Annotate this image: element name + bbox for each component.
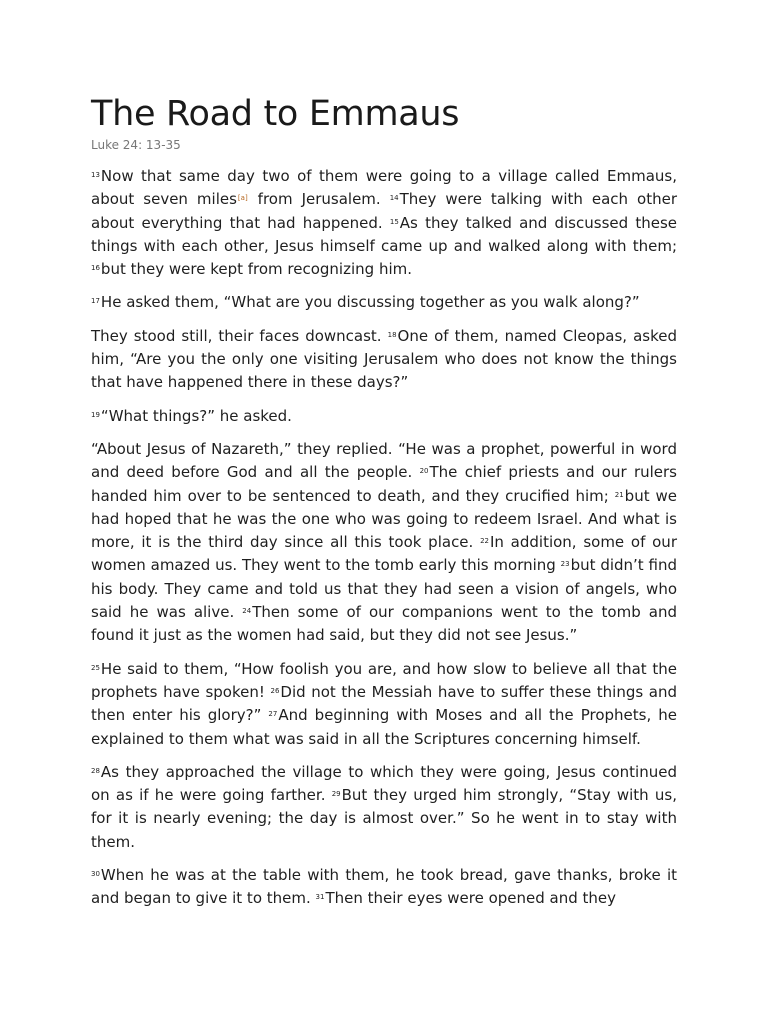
verse-number: 27 [268, 710, 278, 719]
verse-text: but they were kept from recognizing him. [100, 260, 412, 279]
verse-text: “What things?” he asked. [100, 406, 292, 425]
scripture-reference: Luke 24: 13-35 [91, 138, 181, 152]
verse-number: 17 [91, 297, 100, 306]
verse-number: 23 [560, 560, 570, 569]
verse-text: But they urged him strongly, “Stay with us, for it is nearly evening; the day is almost over.” So he went in to stay with them. [91, 786, 677, 851]
verse-number: 29 [331, 790, 341, 799]
verse-text: Now that same day two of them were going to a village called Emmaus, about seven miles [91, 167, 677, 209]
verse-text: When he was at the table with them, he took bread, gave thanks, broke it and began to give it to them. [91, 866, 677, 908]
verse-number: 14 [389, 194, 399, 203]
passage-paragraph [91, 325, 677, 395]
verse-number: 28 [91, 766, 100, 775]
verse-text: One of them, named Cleopas, asked him, “Are you the only one visiting Jerusalem who does not know the things that have happened there in these days?” [91, 326, 678, 392]
passage-paragraph [91, 438, 677, 648]
passage-paragraph [91, 405, 677, 428]
passage-paragraph [91, 165, 677, 281]
verse-number: 16 [91, 264, 100, 273]
verse-text: As they talked and discussed these things with each other, Jesus himself came up and walked along with them; [91, 213, 677, 255]
verse-number: 19 [91, 410, 100, 419]
verse-number: 31 [315, 893, 325, 902]
verse-text: He asked them, “What are you discussing together as you walk along?” [100, 293, 640, 312]
verse-number: 18 [387, 330, 397, 339]
verse-text: but didn’t find his body. They came and told us that they had seen a vision of angels, who said he was alive. [91, 556, 678, 622]
verse-number: 13 [91, 171, 100, 179]
verse-text: The chief priests and our rulers handed him over to be sentenced to death, and they crucified him; [91, 463, 677, 505]
document-page [91, 92, 677, 921]
verse-number: 30 [91, 870, 100, 879]
passage-paragraph [91, 291, 677, 314]
verse-text: Did not the Messiah have to suffer these things and then enter his glory?” [91, 682, 677, 725]
verse-text: And beginning with Moses and all the Prophets, he explained to them what was said in all the Scriptures concerning himself. [91, 706, 677, 748]
verse-number: 26 [270, 686, 280, 695]
passage-body [91, 165, 677, 911]
passage-paragraph [91, 864, 677, 911]
footnote-link[interactable]: [a] [237, 194, 248, 203]
verse-text: but we had hoped that he was the one who was going to redeem Israel. And what is more, it is the third day since all this took place. [91, 486, 677, 552]
passage-paragraph [91, 658, 677, 751]
verse-text: He said to them, “How foolish you are, and how slow to believe all that the prophets have spoken! [91, 659, 677, 701]
verse-number: 20 [419, 467, 429, 476]
verse-text: As they approached the village to which they were going, Jesus continued on as if he were going farther. [91, 762, 677, 805]
passage-paragraph [91, 761, 677, 854]
verse-text: Then some of our companions went to the tomb and found it just as the women had said, but they did not see Jesus.” [91, 603, 677, 645]
verse-text: Then their eyes were opened and they [325, 889, 617, 908]
page-title: The Road to Emmaus [91, 94, 460, 134]
verse-text: from Jerusalem. [248, 190, 390, 209]
verse-number: 15 [389, 217, 399, 226]
verse-text: In addition, some of our women amazed us. They went to the tomb early this morning [91, 533, 677, 575]
verse-text: They were talking with each other about everything that had happened. [91, 190, 677, 232]
verse-number: 22 [480, 537, 489, 546]
verse-text: They stood still, their faces downcast. [91, 326, 388, 345]
verse-number: 25 [91, 663, 100, 672]
verse-number: 21 [614, 490, 624, 499]
verse-number: 24 [242, 607, 252, 616]
verse-text: “About Jesus of Nazareth,” they replied. “He was a prophet, powerful in word and deed before God and all the people. [91, 439, 677, 482]
